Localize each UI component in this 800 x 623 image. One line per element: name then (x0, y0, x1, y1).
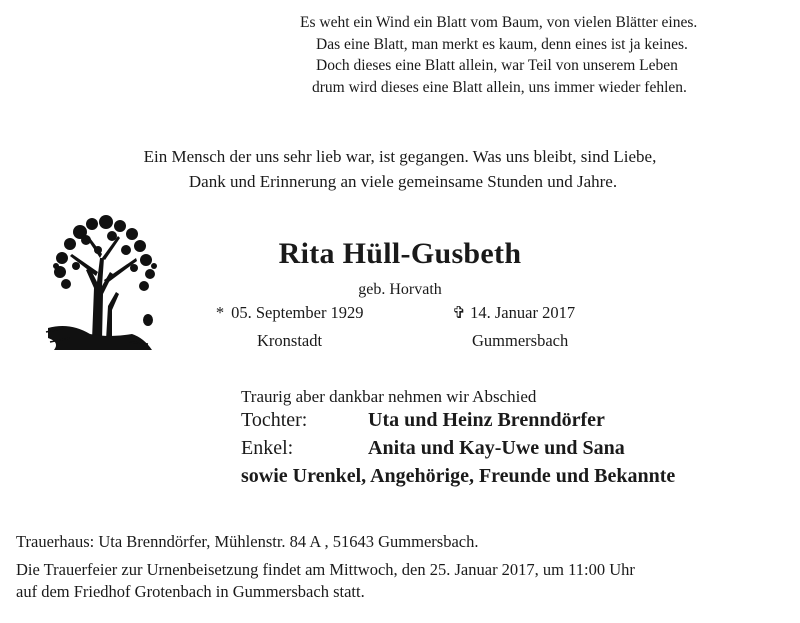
farewell-text: Traurig aber dankbar nehmen wir Abschied (241, 387, 537, 406)
death-date-line (452, 303, 575, 323)
poem-line: Doch dieses eine Blatt allein, war Teil von unserem Leben (316, 57, 678, 74)
relation-names: Uta und Heinz Brenndörfer (368, 409, 605, 431)
poem-line: Es weht ein Wind ein Blatt vom Baum, von vielen Blätter eines. (300, 14, 698, 31)
relation-label: Enkel: (241, 437, 294, 459)
cross-icon: ✞ (452, 303, 466, 322)
intro-text (0, 144, 800, 194)
deceased-name: Rita Hüll-Gusbeth (278, 237, 522, 270)
death-date: 14. Januar 2017 (470, 303, 576, 322)
birth-place: Kronstadt (257, 331, 323, 350)
birth-date: 05. September 1929 (231, 303, 364, 322)
poem (300, 12, 740, 98)
poem-line: drum wird dieses eine Blatt allein, uns immer wieder fehlen. (312, 78, 687, 96)
birth-name: geb. Horvath (358, 281, 442, 298)
mourning-house-address: Trauerhaus: Uta Brenndörfer, Mühlenstr. 84 A , 51643 Gummersbach. (16, 532, 479, 551)
birth-date-line (213, 303, 364, 323)
birth-star-icon: * (215, 303, 225, 322)
death-place: Gummersbach (472, 331, 569, 350)
intro-line: Dank und Erinnerung an viele gemeinsame Stunden und Jahre. (188, 172, 618, 191)
relation-names: Anita und Kay-Uwe und Sana (368, 437, 625, 459)
service-info-line: Die Trauerfeier zur Urnenbeisetzung findet am Mittwoch, den 25. Januar 2017, um 11:00 Uhr (16, 560, 635, 579)
relation-label: Tochter: (241, 409, 308, 431)
other-mourners: sowie Urenkel, Angehörige, Freunde und Bekannte (241, 465, 676, 487)
intro-line: Ein Mensch der uns sehr lieb war, ist gegangen. Was uns bleibt, sind Liebe, (143, 147, 657, 166)
poem-line: Das eine Blatt, man merkt es kaum, denn eines ist ja keines. (316, 35, 688, 53)
service-info-line: auf dem Friedhof Grotenbach in Gummersbach statt. (16, 582, 365, 601)
